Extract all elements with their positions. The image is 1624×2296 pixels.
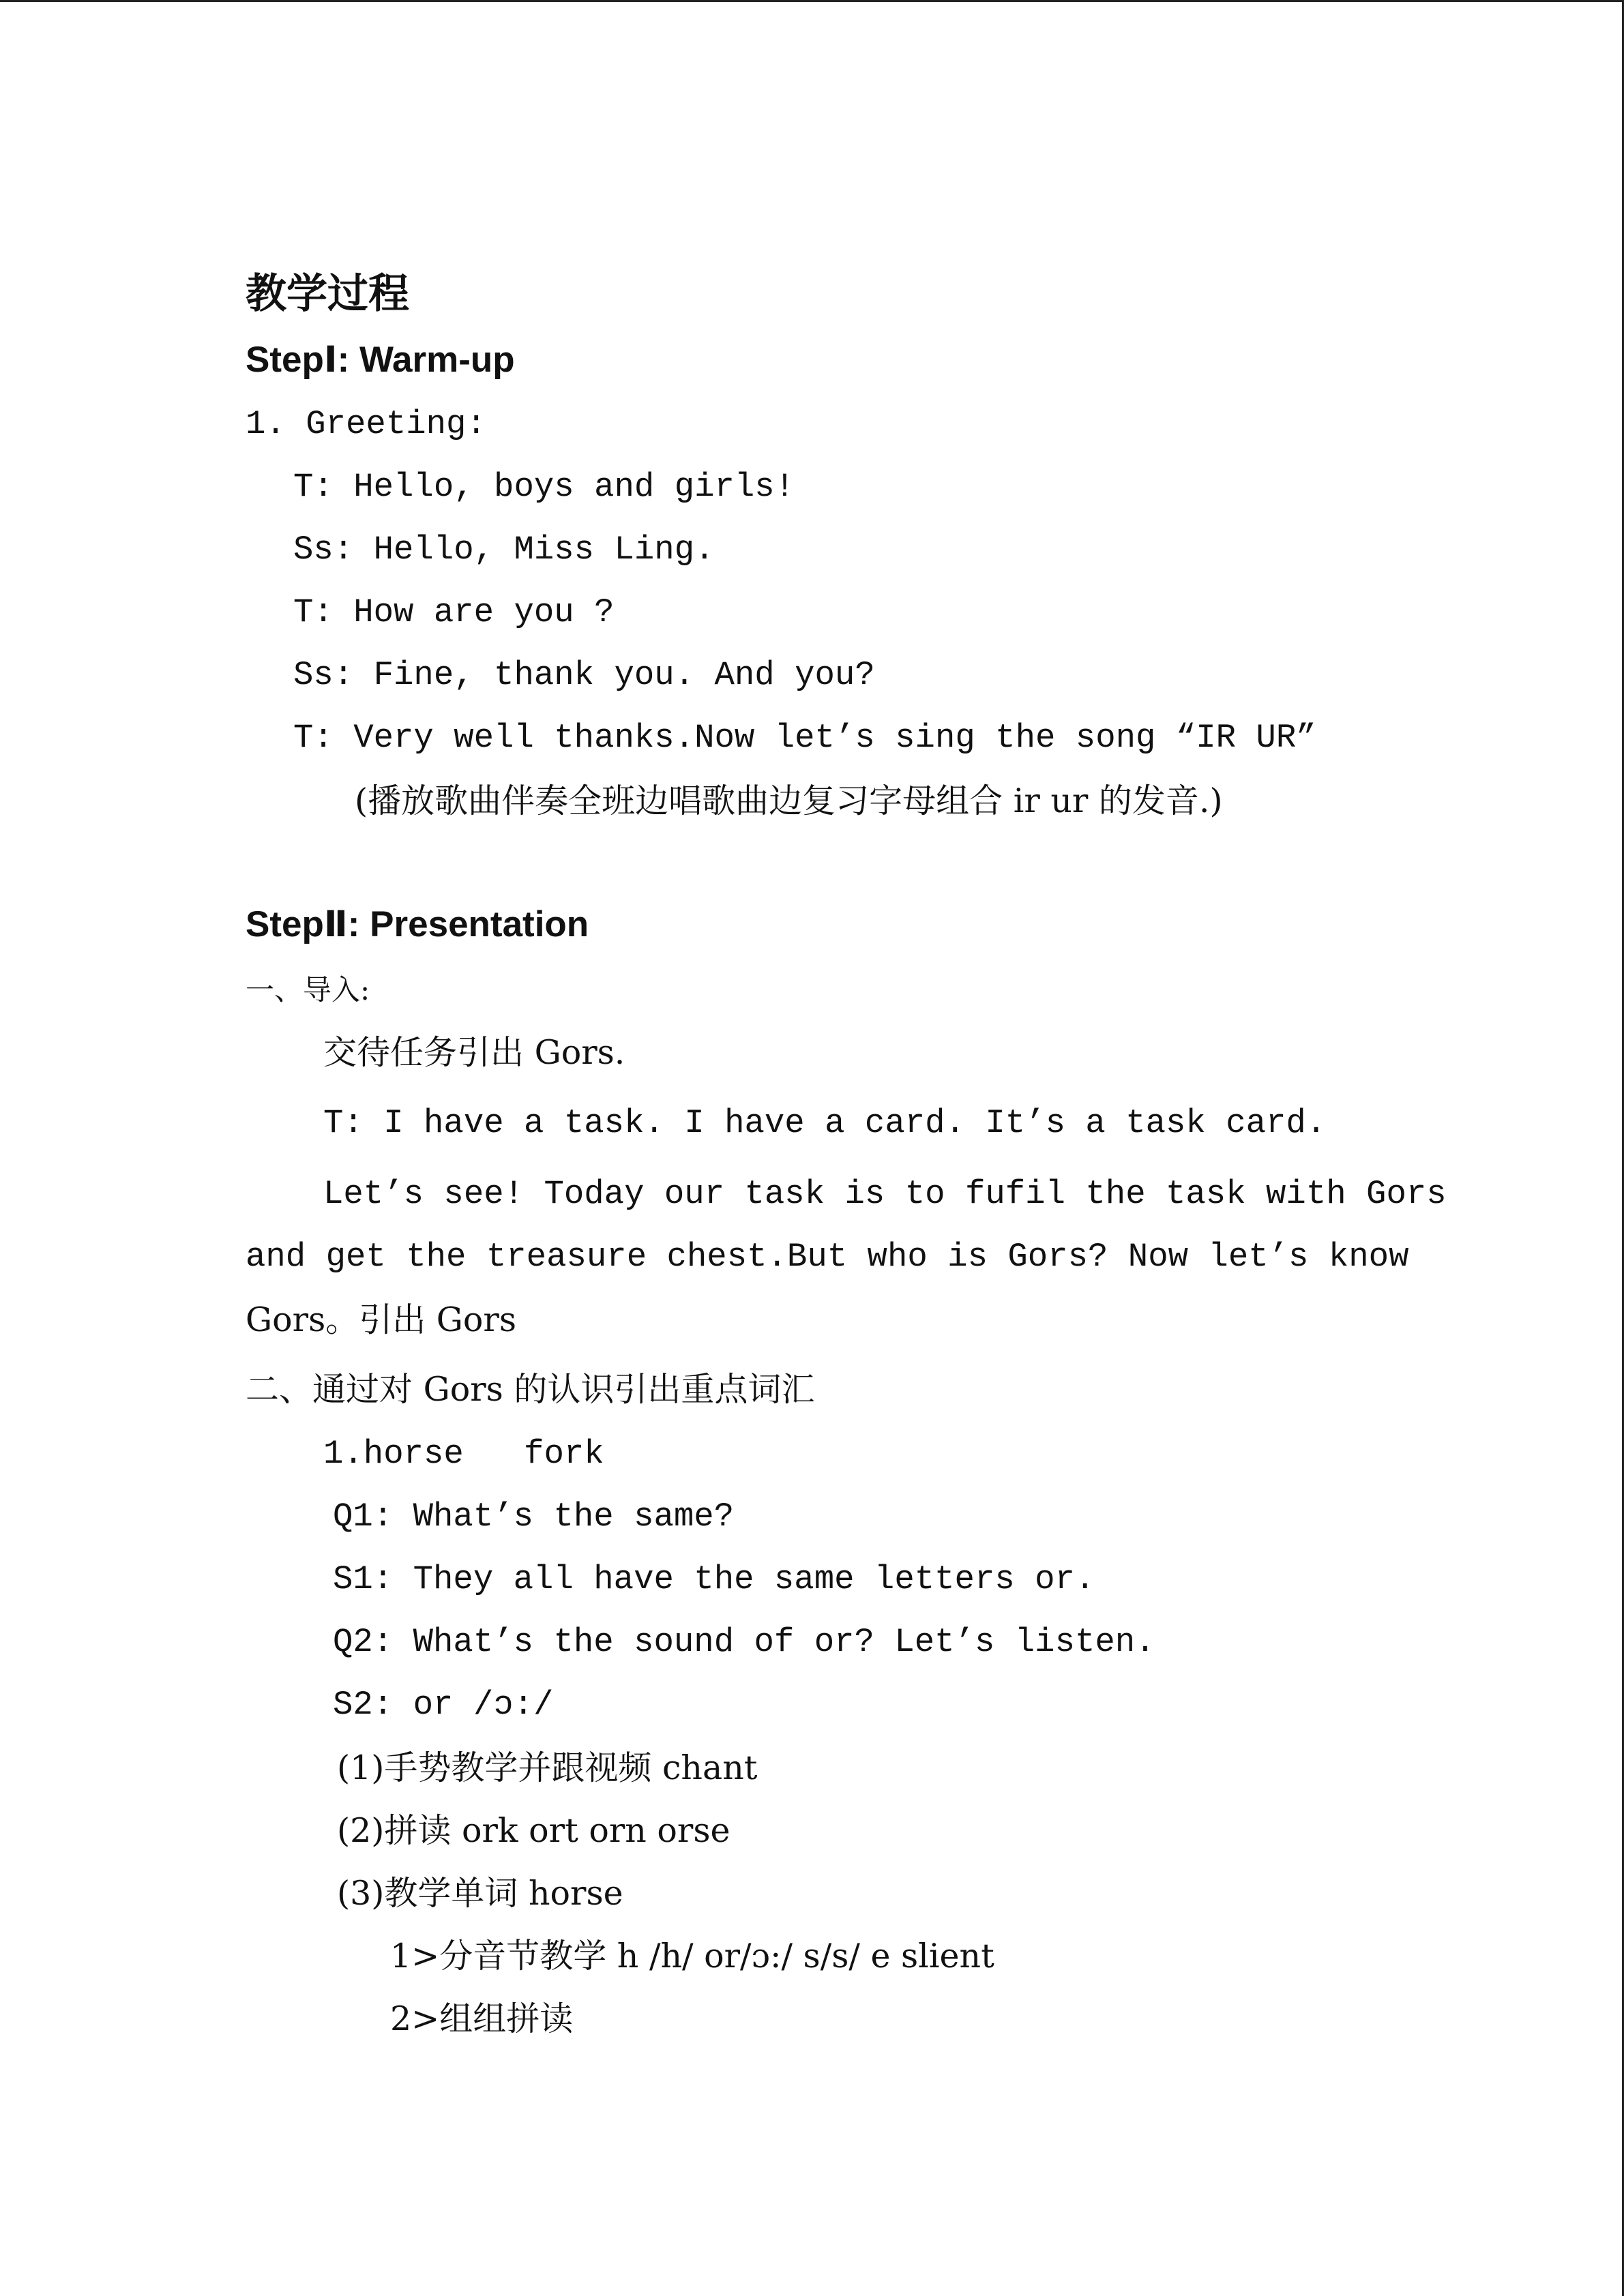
intro-line: Gors。引出 Gors xyxy=(246,1300,517,1339)
intro-label: 一、导入: xyxy=(246,973,370,1007)
vocab-line: Q2: What’s the sound of or? Let’s listen. xyxy=(333,1623,1155,1661)
vocab-line: S1: They all have the same letters or. xyxy=(333,1560,1095,1598)
step1-heading: StepⅠ: Warm-up xyxy=(246,340,515,380)
intro-line: 交待任务引出 Gors. xyxy=(323,1033,625,1072)
page-title: 教学过程 xyxy=(246,270,409,318)
step1-line: 1. Greeting: xyxy=(246,405,486,443)
step1-line: T: Very well thanks.Now let’s sing the song “IR UR” xyxy=(293,719,1316,757)
step1-line: T: Hello, boys and girls! xyxy=(293,468,795,506)
vocab-line: (2)拼读 ork ort orn orse xyxy=(337,1811,730,1850)
intro-line: T: I have a task. I have a card. It’s a task card. xyxy=(323,1104,1327,1142)
vocab-line: 1.horse fork xyxy=(323,1435,604,1473)
vocab-line: 1>分音节教学 h /h/ or/ɔ:/ s/s/ e slient xyxy=(390,1937,994,1976)
step1-line: T: How are you ? xyxy=(293,593,615,631)
step1-line: Ss: Hello, Miss Ling. xyxy=(293,531,715,569)
vocab-line: (3)教学单词 horse xyxy=(337,1874,623,1913)
step1-line: Ss: Fine, thank you. And you? xyxy=(293,656,875,694)
vocab-line: 2>组组拼读 xyxy=(390,1999,574,2038)
intro-line: and get the treasure chest.But who is Gors? Now let’s know xyxy=(246,1238,1409,1276)
section2-label: 二、通过对 Gors 的认识引出重点词汇 xyxy=(246,1370,815,1409)
vocab-line: (1)手势教学并跟视频 chant xyxy=(337,1748,758,1787)
step1-note: (播放歌曲伴奏全班边唱歌曲边复习字母组合 ir ur 的发音.) xyxy=(355,781,1223,820)
vocab-line: S2: or /ɔ:/ xyxy=(333,1686,554,1724)
vocab-line: Q1: What’s the same? xyxy=(333,1497,735,1536)
intro-line: Let’s see! Today our task is to fufil the task with Gors xyxy=(323,1175,1447,1213)
step2-heading: StepⅡ: Presentation xyxy=(246,904,589,944)
